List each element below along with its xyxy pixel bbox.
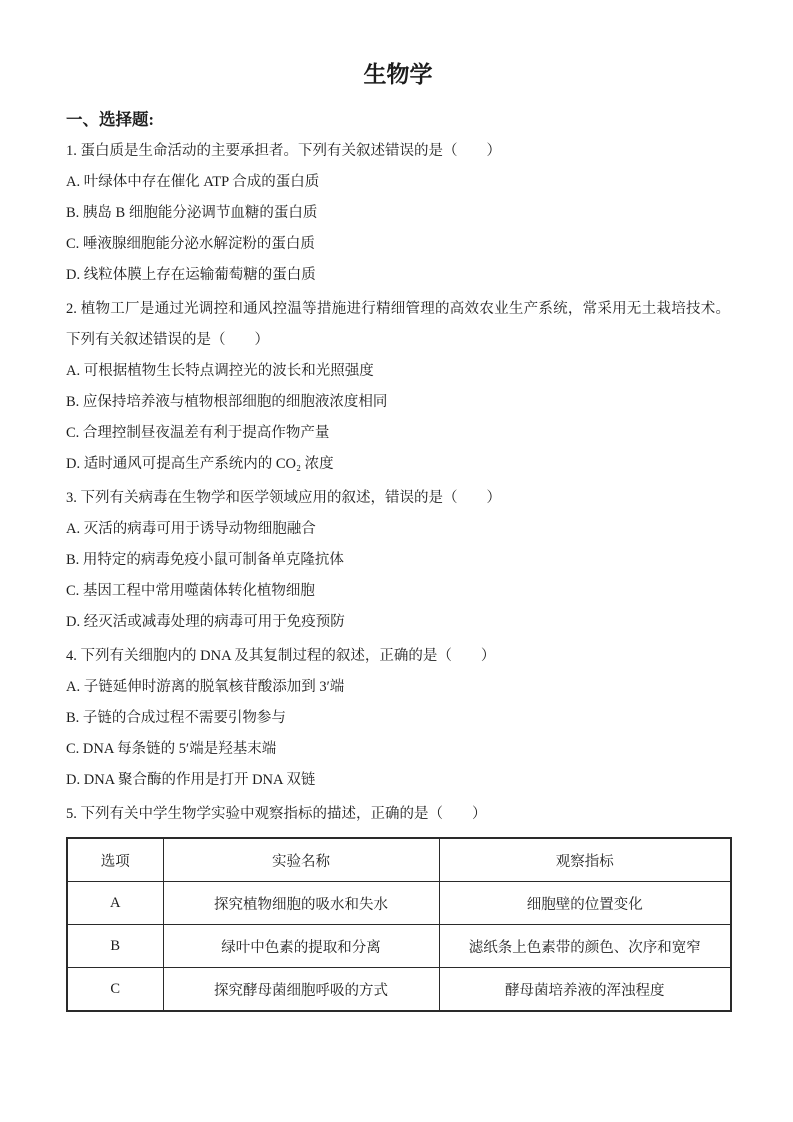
section-heading: 一、选择题:: [66, 110, 154, 129]
question-3: [66, 483, 730, 638]
question-2-option-c: C. 合理控制昼夜温差有利于提高作物产量: [66, 425, 330, 441]
question-3-option-a: A. 灭活的病毒可用于诱导动物细胞融合: [66, 521, 316, 537]
table-cell: 滤纸条上色素带的颜色、次序和宽窄: [439, 925, 731, 968]
question-1-option-b: B. 胰岛 B 细胞能分泌调节血糖的蛋白质: [66, 205, 318, 221]
table-cell: 酵母菌培养液的浑浊程度: [439, 968, 731, 1012]
question-1-option-a: A. 叶绿体中存在催化 ATP 合成的蛋白质: [66, 174, 320, 190]
table-row-a: [67, 882, 731, 925]
table-cell: 绿叶中色素的提取和分离: [163, 925, 439, 968]
table-header-row: [67, 838, 731, 882]
question-4: [66, 641, 730, 796]
question-3-option-b: B. 用特定的病毒免疫小鼠可制备单克隆抗体: [66, 552, 344, 568]
question-1-option-d: D. 线粒体膜上存在运输葡萄糖的蛋白质: [66, 267, 316, 283]
question-4-option-c: C. DNA 每条链的 5′端是羟基末端: [66, 741, 277, 757]
question-5-table: [66, 837, 732, 1012]
question-2-option-a: A. 可根据植物生长特点调控光的波长和光照强度: [66, 363, 374, 379]
table-cell: C: [67, 968, 163, 1012]
question-1: [66, 136, 730, 291]
table-row-c: [67, 968, 731, 1012]
table-cell: 探究植物细胞的吸水和失水: [163, 882, 439, 925]
table-cell: A: [67, 882, 163, 925]
table-cell: 探究酵母菌细胞呼吸的方式: [163, 968, 439, 1012]
question-1-option-c: C. 唾液腺细胞能分泌水解淀粉的蛋白质: [66, 236, 315, 252]
question-2-option-b: B. 应保持培养液与植物根部细胞的细胞液浓度相同: [66, 394, 388, 410]
table-header-option: 选项: [67, 838, 163, 882]
question-2-option-d: D. 适时通风可提高生产系统内的 CO₂ 浓度: [66, 456, 334, 472]
question-4-stem: 4. 下列有关细胞内的 DNA 及其复制过程的叙述，正确的是（ ）: [66, 648, 496, 664]
table-cell: B: [67, 925, 163, 968]
question-4-option-b: B. 子链的合成过程不需要引物参与: [66, 710, 286, 726]
question-2-stem: 2. 植物工厂是通过光调控和通风控温等措施进行精细管理的高效农业生产系统，常采用无土栽培技术。下列有关叙述错误的是（ ）: [66, 301, 730, 348]
question-5: [66, 799, 730, 830]
question-5-stem: 5. 下列有关中学生物学实验中观察指标的描述，正确的是（ ）: [66, 806, 487, 822]
question-3-option-d: D. 经灭活或减毒处理的病毒可用于免疫预防: [66, 614, 345, 630]
table-row-b: [67, 925, 731, 968]
question-4-option-a: A. 子链延伸时游离的脱氧核苷酸添加到 3′端: [66, 679, 345, 695]
question-2: [66, 294, 730, 480]
question-3-stem: 3. 下列有关病毒在生物学和医学领域应用的叙述，错误的是（ ）: [66, 490, 501, 506]
table-header-expname: 实验名称: [163, 838, 439, 882]
table-cell: 细胞壁的位置变化: [439, 882, 731, 925]
question-4-option-d: D. DNA 聚合酶的作用是打开 DNA 双链: [66, 772, 316, 788]
page-title: 生物学: [363, 62, 433, 87]
table-header-indicator: 观察指标: [439, 838, 731, 882]
question-3-option-c: C. 基因工程中常用噬菌体转化植物细胞: [66, 583, 315, 599]
question-1-stem: 1. 蛋白质是生命活动的主要承担者。下列有关叙述错误的是（ ）: [66, 143, 501, 159]
